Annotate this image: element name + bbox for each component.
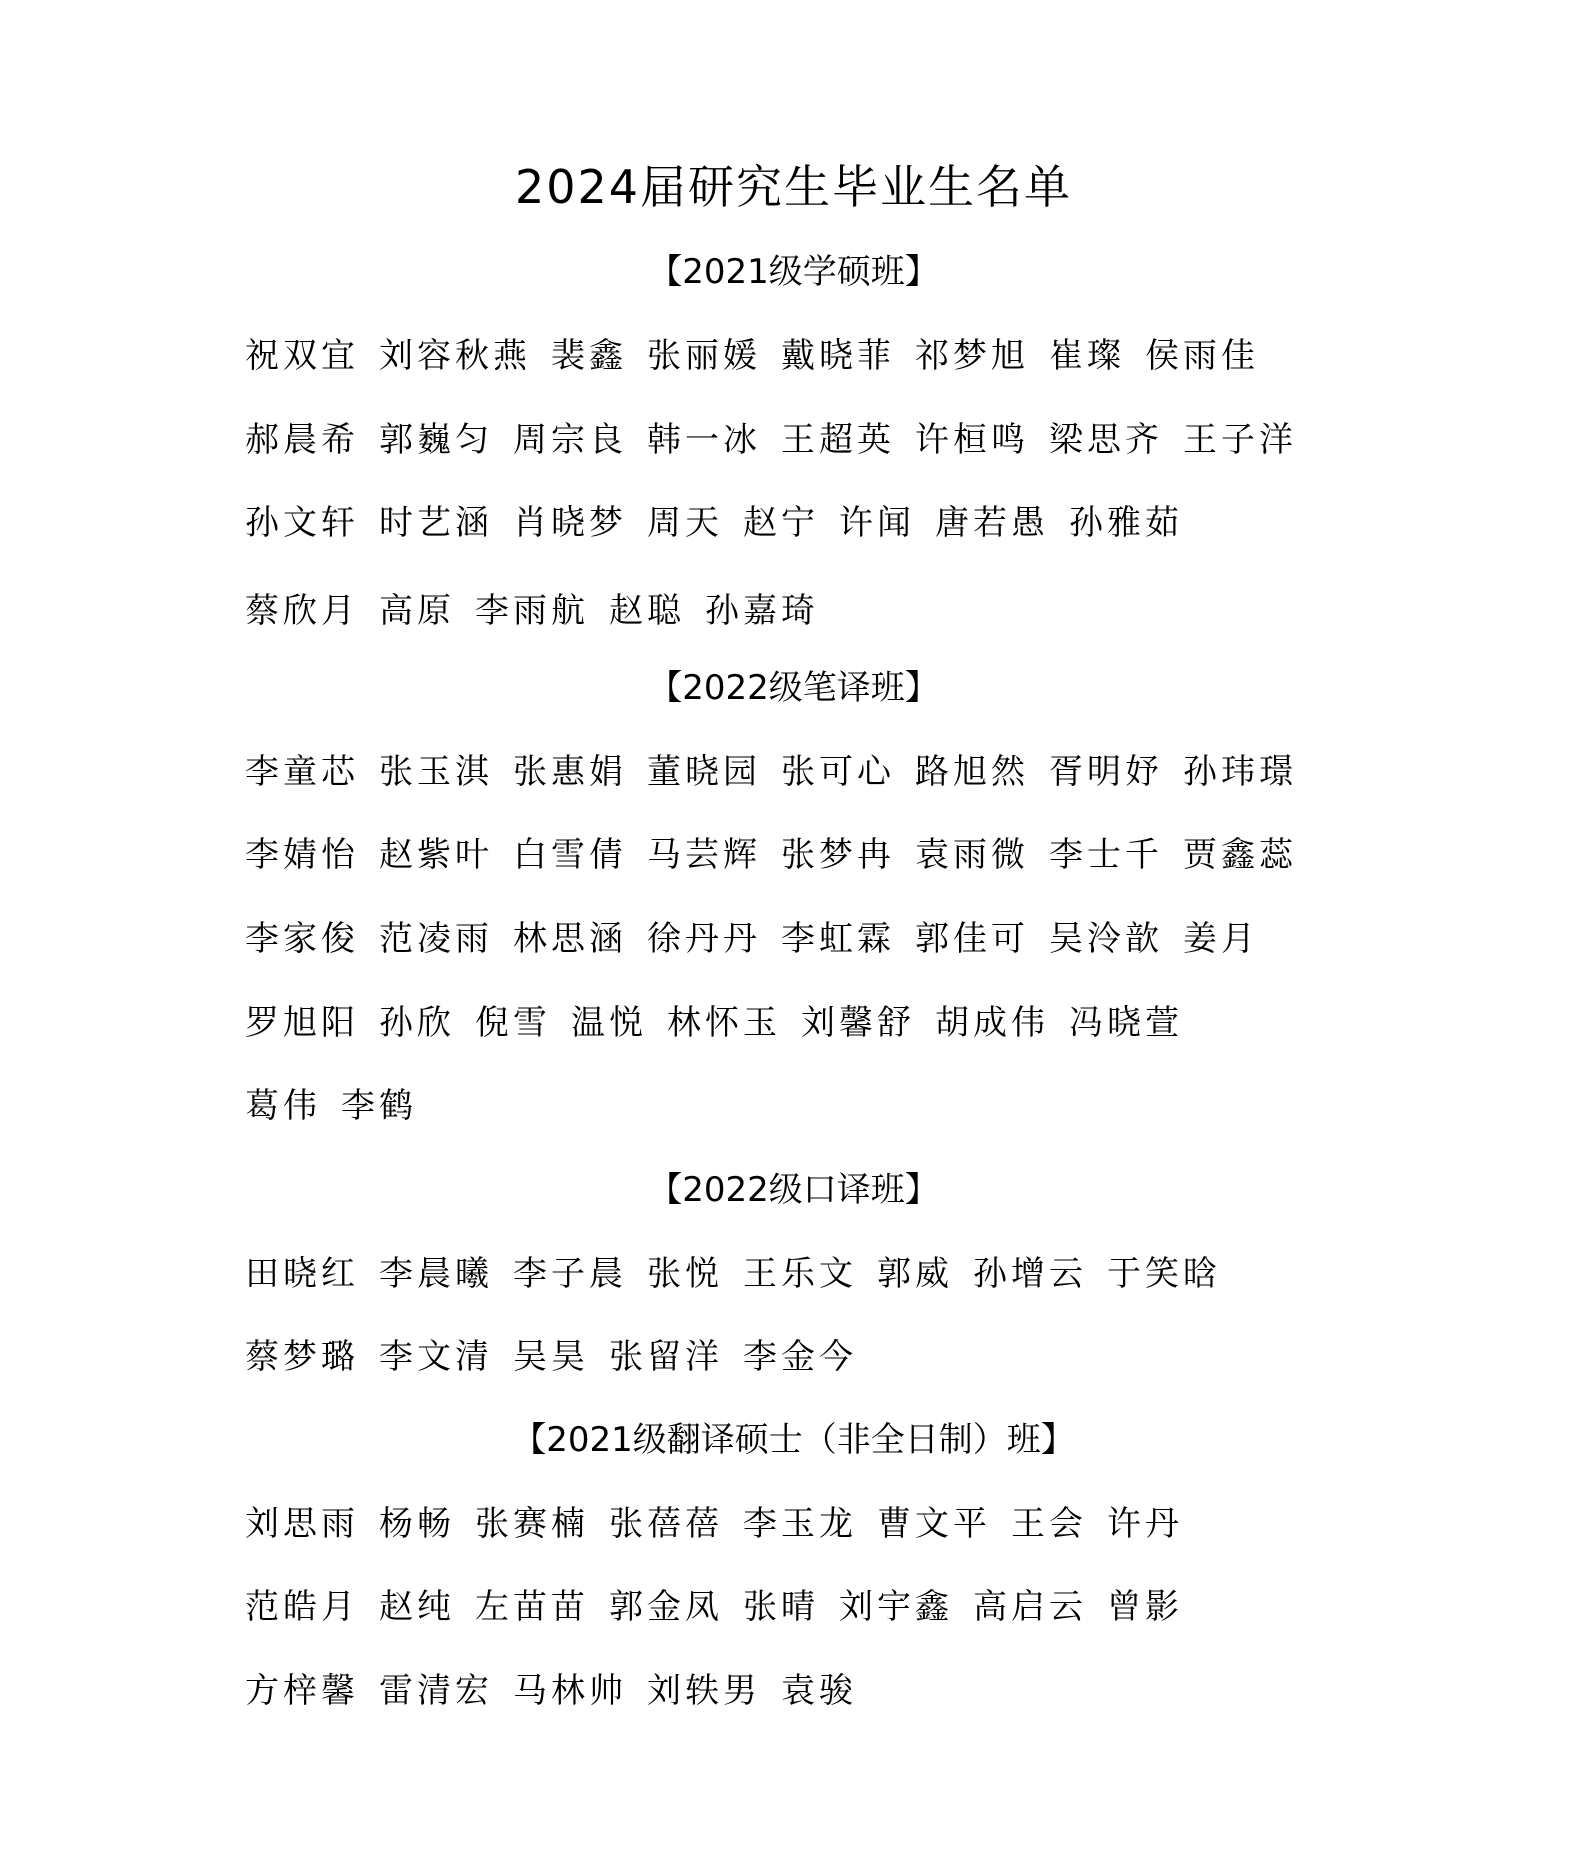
student-name: 张留洋 [609, 1337, 723, 1377]
student-name: 李雨航 [475, 591, 589, 631]
name-row [245, 1081, 437, 1131]
student-name: 郝晨希 [245, 420, 359, 460]
student-name: 孙玮璟 [1183, 752, 1297, 792]
student-name: 孙雅茹 [1069, 503, 1183, 543]
student-name: 罗旭阳 [245, 1003, 359, 1043]
student-name: 范皓月 [245, 1587, 359, 1627]
student-name: 马芸辉 [647, 835, 761, 875]
student-name: 赵聪 [609, 591, 685, 631]
student-name: 时艺涵 [379, 503, 493, 543]
student-name: 曾影 [1107, 1587, 1183, 1627]
student-name: 郭金凤 [609, 1587, 723, 1627]
name-row [245, 1249, 1241, 1299]
student-name: 刘容秋燕 [379, 336, 531, 376]
student-name: 李鹤 [341, 1086, 417, 1126]
student-name: 周宗良 [513, 420, 627, 460]
student-name: 李士千 [1049, 835, 1163, 875]
student-name: 高启云 [973, 1587, 1087, 1627]
student-name: 马林帅 [513, 1671, 627, 1711]
name-row [245, 331, 1279, 381]
student-name: 刘轶男 [647, 1671, 761, 1711]
student-name: 李文清 [379, 1337, 493, 1377]
student-name: 蔡欣月 [245, 591, 359, 631]
student-name: 孙文轩 [245, 503, 359, 543]
student-name: 李玉龙 [743, 1504, 857, 1544]
student-name: 胥明妤 [1049, 752, 1163, 792]
student-name: 杨畅 [379, 1504, 455, 1544]
student-name: 李虹霖 [781, 919, 895, 959]
student-name: 张蓓蓓 [609, 1504, 723, 1544]
student-name: 冯晓萱 [1069, 1003, 1183, 1043]
name-row [245, 914, 1279, 964]
student-name: 姜月 [1183, 919, 1259, 959]
name-row [245, 1499, 1203, 1549]
student-name: 蔡梦璐 [245, 1337, 359, 1377]
student-name: 孙嘉琦 [705, 591, 819, 631]
student-name: 刘思雨 [245, 1504, 359, 1544]
student-name: 李家俊 [245, 919, 359, 959]
student-name: 李子晨 [513, 1254, 627, 1294]
student-name: 葛伟 [245, 1086, 321, 1126]
student-name: 周天 [647, 503, 723, 543]
section-heading-2021-academic: 【2021级学硕班】 [648, 252, 939, 292]
student-name: 张赛楠 [475, 1504, 589, 1544]
student-name: 吴昊 [513, 1337, 589, 1377]
student-name: 贾鑫蕊 [1183, 835, 1297, 875]
student-name: 张晴 [743, 1587, 819, 1627]
student-name: 王会 [1011, 1504, 1087, 1544]
student-name: 许闻 [839, 503, 915, 543]
student-name: 袁雨微 [915, 835, 1029, 875]
section-heading-2021-mti-part-time: 【2021级翻译硕士（非全日制）班】 [512, 1420, 1075, 1460]
name-row [245, 1582, 1203, 1632]
student-name: 白雪倩 [513, 835, 627, 875]
student-name: 左苗苗 [475, 1587, 589, 1627]
student-name: 祁梦旭 [915, 336, 1029, 376]
name-row [245, 586, 839, 636]
name-row [245, 498, 1203, 548]
student-name: 侯雨佳 [1145, 336, 1259, 376]
student-name: 戴晓菲 [781, 336, 895, 376]
section-heading-2022-translation: 【2022级笔译班】 [648, 668, 939, 708]
student-name: 于笑晗 [1107, 1254, 1221, 1294]
student-name: 赵纯 [379, 1587, 455, 1627]
student-name: 张可心 [781, 752, 895, 792]
student-name: 李童芯 [245, 752, 359, 792]
student-name: 路旭然 [915, 752, 1029, 792]
name-row [245, 998, 1203, 1048]
student-name: 王子洋 [1183, 420, 1297, 460]
student-name: 王乐文 [743, 1254, 857, 1294]
student-name: 张梦冉 [781, 835, 895, 875]
student-name: 张玉淇 [379, 752, 493, 792]
student-name: 王超英 [781, 420, 895, 460]
name-row [245, 415, 1317, 465]
student-name: 张惠娟 [513, 752, 627, 792]
student-name: 祝双宜 [245, 336, 359, 376]
student-name: 袁骏 [781, 1671, 857, 1711]
name-row [245, 830, 1317, 880]
student-name: 方梓馨 [245, 1671, 359, 1711]
student-name: 吴泠歆 [1049, 919, 1163, 959]
student-name: 肖晓梦 [513, 503, 627, 543]
student-name: 唐若愚 [935, 503, 1049, 543]
student-name: 徐丹丹 [647, 919, 761, 959]
student-name: 许丹 [1107, 1504, 1183, 1544]
student-name: 高原 [379, 591, 455, 631]
student-name: 范凌雨 [379, 919, 493, 959]
student-name: 刘馨舒 [801, 1003, 915, 1043]
page-title: 2024届研究生毕业生名单 [514, 160, 1073, 214]
student-name: 李婧怡 [245, 835, 359, 875]
student-name: 孙欣 [379, 1003, 455, 1043]
student-name: 许桓鸣 [915, 420, 1029, 460]
name-row [245, 1666, 877, 1716]
student-name: 崔璨 [1049, 336, 1125, 376]
student-name: 郭巍匀 [379, 420, 493, 460]
student-name: 梁思齐 [1049, 420, 1163, 460]
student-name: 温悦 [571, 1003, 647, 1043]
student-name: 郭威 [877, 1254, 953, 1294]
student-name: 林怀玉 [667, 1003, 781, 1043]
student-name: 张悦 [647, 1254, 723, 1294]
student-name: 郭佳可 [915, 919, 1029, 959]
name-row [245, 1332, 877, 1382]
student-name: 张丽媛 [647, 336, 761, 376]
section-heading-2022-interpreting: 【2022级口译班】 [648, 1170, 939, 1210]
name-row [245, 747, 1317, 797]
student-name: 倪雪 [475, 1003, 551, 1043]
student-name: 韩一冰 [647, 420, 761, 460]
student-name: 李晨曦 [379, 1254, 493, 1294]
student-name: 雷清宏 [379, 1671, 493, 1711]
student-name: 田晓红 [245, 1254, 359, 1294]
student-name: 曹文平 [877, 1504, 991, 1544]
student-name: 刘宇鑫 [839, 1587, 953, 1627]
student-name: 孙增云 [973, 1254, 1087, 1294]
student-name: 林思涵 [513, 919, 627, 959]
student-name: 赵宁 [743, 503, 819, 543]
student-name: 胡成伟 [935, 1003, 1049, 1043]
student-name: 裴鑫 [551, 336, 627, 376]
student-name: 赵紫叶 [379, 835, 493, 875]
student-name: 董晓园 [647, 752, 761, 792]
student-name: 李金今 [743, 1337, 857, 1377]
